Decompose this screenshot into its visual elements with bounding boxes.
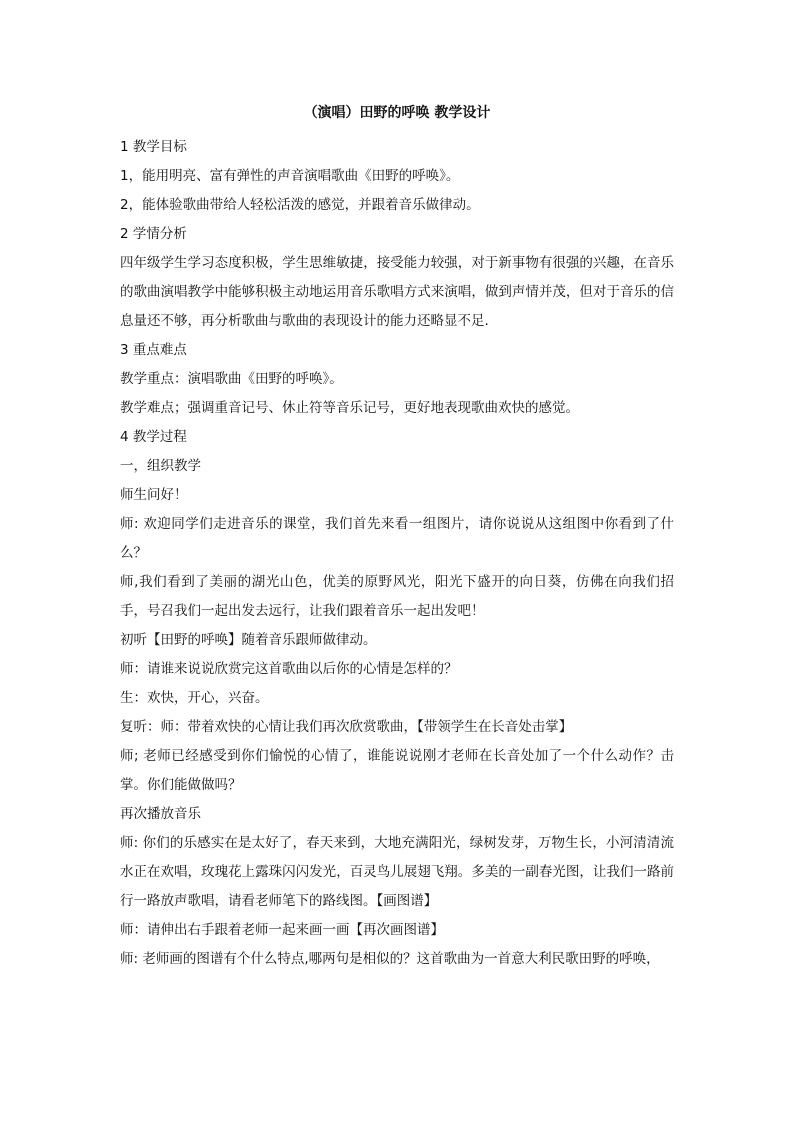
section-heading: 2 学情分析	[120, 226, 187, 242]
paragraph: 复听：师：带着欢快的心情让我们再次欣赏歌曲，【带领学生在长音处击掌】	[120, 719, 573, 735]
paragraph: 师; 老师已经感受到你们愉悦的心情了，谁能说说刚才老师在长音处加了一个什么动作？击掌。你们能做做吗？	[120, 748, 674, 793]
paragraph: 1，能用明亮、富有弹性的声音演唱歌曲《田野的呼唤》。	[120, 168, 460, 184]
paragraph: 2，能体验歌曲带给人轻松活泼的感觉，并跟着音乐做律动。	[120, 197, 480, 213]
document-title: （演唱）田野的呼唤 教学设计	[303, 105, 491, 121]
document-body	[120, 133, 674, 974]
section-heading: 1 教学目标	[120, 139, 187, 155]
paragraph: 师: 老师画的图谱有个什么特点,哪两句是相似的？这首歌曲为一首意大利民歌田野的呼唤，	[120, 951, 660, 967]
paragraph: 师,我们看到了美丽的湖光山色，优美的原野风光，阳光下盛开的向日葵，仿佛在向我们招手，号召我们一起出发去远行，让我们跟着音乐一起出发吧！	[120, 574, 674, 619]
paragraph: 教学难点；强调重音记号、休止符等音乐记号，更好地表现歌曲欢快的感觉。	[120, 400, 579, 416]
paragraph: 师: 欢迎同学们走进音乐的课堂，我们首先来看一组图片，请你说说从这组图中你看到了什么？	[120, 516, 674, 561]
section-heading: 3 重点难点	[120, 342, 187, 358]
paragraph: 再次播放音乐	[120, 806, 201, 822]
paragraph: 初听【田野的呼唤】随着音乐跟师做律动。	[120, 632, 377, 648]
paragraph: 生：欢快，开心，兴奋。	[120, 690, 269, 706]
paragraph: 师：请伸出右手跟着老师一起来画一画【再次画图谱】	[120, 922, 444, 938]
paragraph: 四年级学生学习态度积极，学生思维敏捷，接受能力较强，对于新事物有很强的兴趣，在音乐的歌曲演唱教学中能够积极主动地运用音乐歌唱方式来演唱，做到声情并茂，但对于音乐的信息量还不够，再分析歌曲与歌曲的表现设计的能力还略显不足.	[120, 255, 674, 329]
paragraph: 师：请谁来说说欣赏完这首歌曲以后你的心情是怎样的？	[120, 661, 458, 677]
paragraph: 师: 你们的乐感实在是太好了，春天来到，大地充满阳光，绿树发芽，万物生长，小河清清流水正在欢唱，玫瑰花上露珠闪闪发光，百灵鸟儿展翅飞翔。多美的一副春光图，让我们一路前行一路放声歌唱，请看老师笔下的路线图。【画图谱】	[120, 835, 674, 909]
section-heading: 4 教学过程	[120, 429, 187, 445]
paragraph: 一，组织教学	[120, 458, 201, 474]
paragraph: 教学重点：演唱歌曲《田野的呼唤》。	[120, 371, 343, 387]
paragraph: 师生问好！	[120, 487, 188, 503]
